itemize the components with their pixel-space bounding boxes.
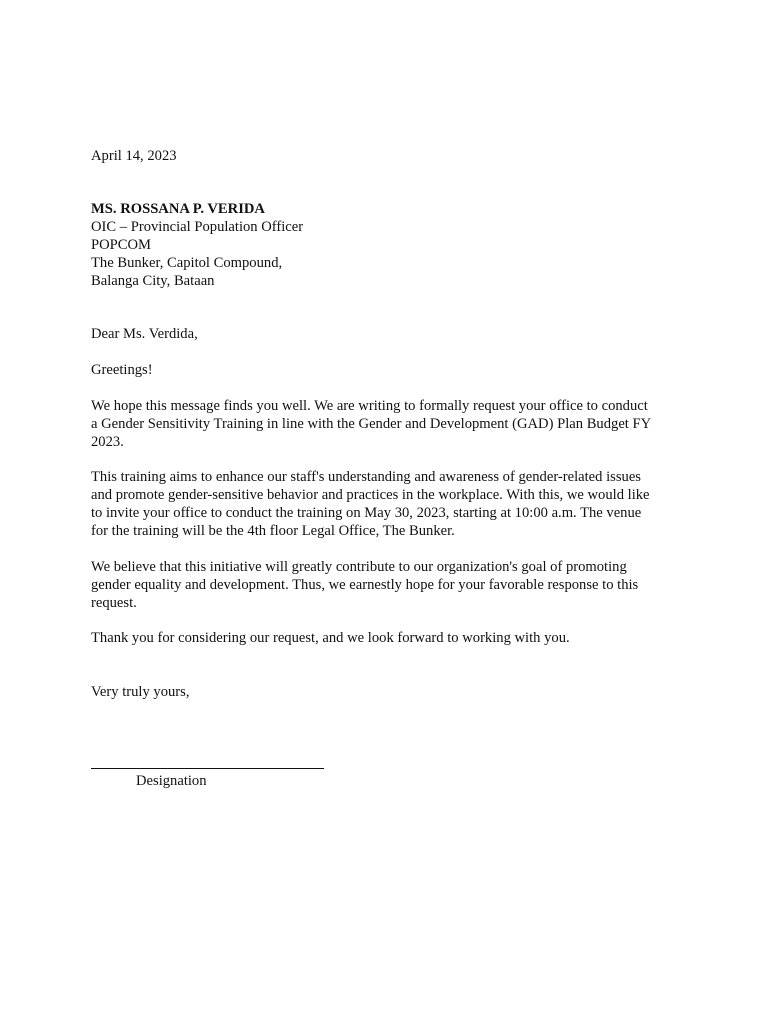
body-line: to invite your office to conduct the training on May 30, 2023, starting at 10:00 a.m. The venue [91,505,642,521]
body-line: gender equality and development. Thus, we earnestly hope for your favorable response to this [91,577,639,593]
salutation: Dear Ms. Verdida, [91,326,198,342]
recipient-address-line2: Balanga City, Bataan [91,273,215,289]
recipient-office: POPCOM [91,237,152,253]
body-line: a Gender Sensitivity Training in line with the Gender and Development (GAD) Plan Budget FY [91,416,652,432]
recipient-title: OIC – Provincial Population Officer [91,219,304,235]
designation-label: Designation [136,773,207,789]
greeting: Greetings! [91,362,153,378]
closing: Very truly yours, [91,684,190,700]
body-line: We believe that this initiative will greatly contribute to our organization's goal of promoting [91,559,627,575]
body-line: and promote gender-sensitive behavior and practices in the workplace. With this, we would like [91,487,650,503]
recipient-name: MS. ROSSANA P. VERIDA [91,201,265,217]
body-line: for the training will be the 4th floor Legal Office, The Bunker. [91,523,455,539]
body-line: Thank you for considering our request, and we look forward to working with you. [91,630,570,646]
letter-date: April 14, 2023 [91,148,177,164]
body-line: We hope this message finds you well. We are writing to formally request your office to conduct [91,398,648,414]
body-line: 2023. [91,434,124,450]
recipient-address-line1: The Bunker, Capitol Compound, [91,255,283,271]
signature-line [91,768,324,769]
body-line: request. [91,595,137,611]
body-line: This training aims to enhance our staff's understanding and awareness of gender-related issues [91,469,641,485]
